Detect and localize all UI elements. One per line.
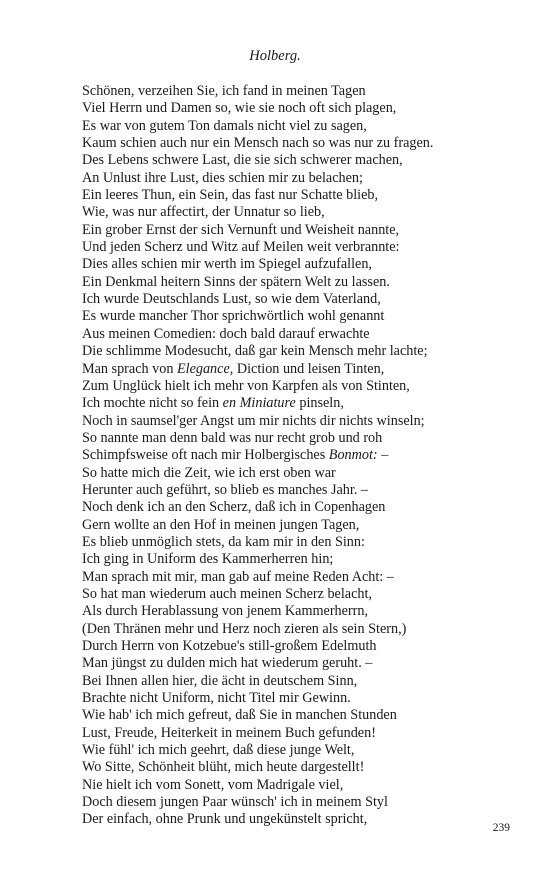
line-text: Ein leeres Thun, ein Sein, das fast nur Schatte blieb, (82, 187, 379, 204)
verse-line (82, 395, 537, 412)
line-text: (Den Thränen mehr und Herz noch zieren als sein Stern,) (82, 620, 407, 637)
verse-line (82, 517, 537, 534)
verse-line (82, 100, 537, 117)
line-text: pinseln, (295, 395, 344, 412)
verse-line (82, 638, 537, 655)
verse-line (82, 413, 537, 430)
line-text: Doch diesem jungen Paar wünsch' ich in meinem Styl (82, 794, 388, 811)
verse-line (82, 447, 537, 464)
line-text: Viel Herrn und Damen so, wie sie noch oft sich plagen, (82, 100, 397, 117)
verse-line (82, 83, 537, 100)
verse-line (82, 187, 537, 204)
verse-line (82, 135, 537, 152)
line-text: So nannte man denn bald was nur recht grob und roh (82, 429, 383, 446)
line-text: Bei Ihnen allen hier, die ächt in deutschem Sinn, (82, 672, 358, 689)
verse-line (82, 673, 537, 690)
verse-line (82, 621, 537, 638)
verse-line (82, 534, 537, 551)
verse-line (82, 551, 537, 568)
line-text: Des Lebens schwere Last, die sie sich schwerer machen, (82, 152, 403, 169)
italic-phrase: Elegance, (176, 360, 234, 377)
verse-line (82, 569, 537, 586)
line-text: Kaum schien auch nur ein Mensch nach so was nur zu fragen. (82, 135, 434, 152)
verse-line (82, 343, 537, 360)
line-text: Noch denk ich an den Scherz, daß ich in Copenhagen (82, 499, 386, 516)
verse-line (82, 794, 537, 811)
line-text: Nie hielt ich vom Sonett, vom Madrigale viel, (82, 776, 344, 793)
line-text: Schönen, verzeihen Sie, ich fand in meinen Tagen (82, 83, 366, 99)
line-text: So hat man wiederum auch meinen Scherz belacht, (82, 585, 372, 602)
line-text: Aus meinen Comedien: doch bald darauf erwachte (82, 325, 370, 342)
verse-line (82, 239, 537, 256)
line-text: Man jüngst zu dulden mich hat wiederum geruht. – (82, 655, 373, 672)
verse-line (82, 204, 537, 221)
line-text: Noch in saumsel'ger Angst um mir nichts dir nichts winseln; (82, 412, 425, 429)
verse-line (82, 482, 537, 499)
line-text: An Unlust ihre Lust, dies schien mir zu belachen; (82, 169, 363, 186)
verse-line (82, 222, 537, 239)
verse-line (82, 603, 537, 620)
italic-phrase: Bonmot: (328, 447, 378, 464)
page-number: 239 (492, 822, 510, 834)
line-text: So hatte mich die Zeit, wie ich erst oben war (82, 464, 336, 481)
line-text: Dies alles schien mir werth im Spiegel aufzufallen, (82, 256, 372, 273)
line-text: Man sprach von (82, 360, 177, 377)
line-text: Ich ging in Uniform des Kammerherren hin; (82, 551, 334, 568)
line-text: Und jeden Scherz und Witz auf Meilen weit verbrannte: (82, 239, 400, 256)
line-text: Ich wurde Deutschlands Lust, so wie dem Vaterland, (82, 291, 381, 308)
italic-phrase: en Miniature (222, 395, 296, 412)
line-text: Man sprach mit mir, man gab auf meine Reden Acht: – (82, 568, 394, 585)
line-text: Herunter auch geführt, so blieb es manches Jahr. – (82, 481, 369, 498)
line-text: Ich mochte nicht so fein (82, 395, 223, 412)
verse-line (82, 777, 537, 794)
verse-line (82, 655, 537, 672)
verse-line (82, 430, 537, 447)
verse-block (82, 83, 537, 829)
verse-line (82, 690, 537, 707)
running-head: Holberg. (249, 48, 301, 64)
line-text: Es wurde mancher Thor sprichwörtlich wohl genannt (82, 308, 385, 325)
line-text: Brachte nicht Uniform, nicht Titel mir Gewinn. (82, 690, 351, 707)
line-text: Der einfach, ohne Prunk und ungekünstelt spricht, (82, 811, 368, 828)
verse-line (82, 274, 537, 291)
line-text: Wie hab' ich mich gefreut, daß Sie in manchen Stunden (82, 707, 397, 724)
line-text: Wie, was nur affectirt, der Unnatur so lieb, (82, 204, 325, 221)
verse-line (82, 361, 537, 378)
verse-line (82, 378, 537, 395)
line-text: Schimpfsweise oft nach mir Holbergisches (82, 447, 329, 464)
verse-line (82, 326, 537, 343)
line-text: Ein Denkmal heitern Sinns der spätern Welt zu lassen. (82, 273, 390, 290)
verse-line (82, 586, 537, 603)
line-text: Wo Sitte, Schönheit blüht, mich heute dargestellt! (82, 759, 365, 776)
line-text: Gern wollte an den Hof in meinen jungen Tagen, (82, 516, 360, 533)
verse-line (82, 291, 537, 308)
verse-line (82, 725, 537, 742)
verse-line (82, 759, 537, 776)
line-text: Wie fühl' ich mich geehrt, daß diese junge Welt, (82, 742, 355, 759)
line-text: Diction und leisen Tinten, (233, 360, 385, 377)
line-text: Es blieb unmöglich stets, da kam mir in den Sinn: (82, 533, 365, 550)
verse-line (82, 499, 537, 516)
verse-line (82, 742, 537, 759)
verse-line (82, 118, 537, 135)
line-text: Als durch Herablassung von jenem Kammerherrn, (82, 603, 369, 620)
verse-line (82, 256, 537, 273)
line-text: Es war von gutem Ton damals nicht viel zu sagen, (82, 117, 367, 134)
line-text: – (377, 447, 389, 464)
verse-line (82, 170, 537, 187)
verse-line (82, 308, 537, 325)
line-text: Die schlimme Modesucht, daß gar kein Mensch mehr lachte; (82, 343, 428, 360)
line-text: Lust, Freude, Heiterkeit in meinem Buch gefunden! (82, 724, 376, 741)
verse-line (82, 152, 537, 169)
verse-line (82, 465, 537, 482)
line-text: Ein grober Ernst der sich Vernunft und Weisheit nannte, (82, 221, 400, 238)
line-text: Zum Unglück hielt ich mehr von Karpfen als von Stinten, (82, 377, 410, 394)
line-text: Durch Herrn von Kotzebue's still-großem Edelmuth (82, 638, 377, 654)
verse-line (82, 707, 537, 724)
